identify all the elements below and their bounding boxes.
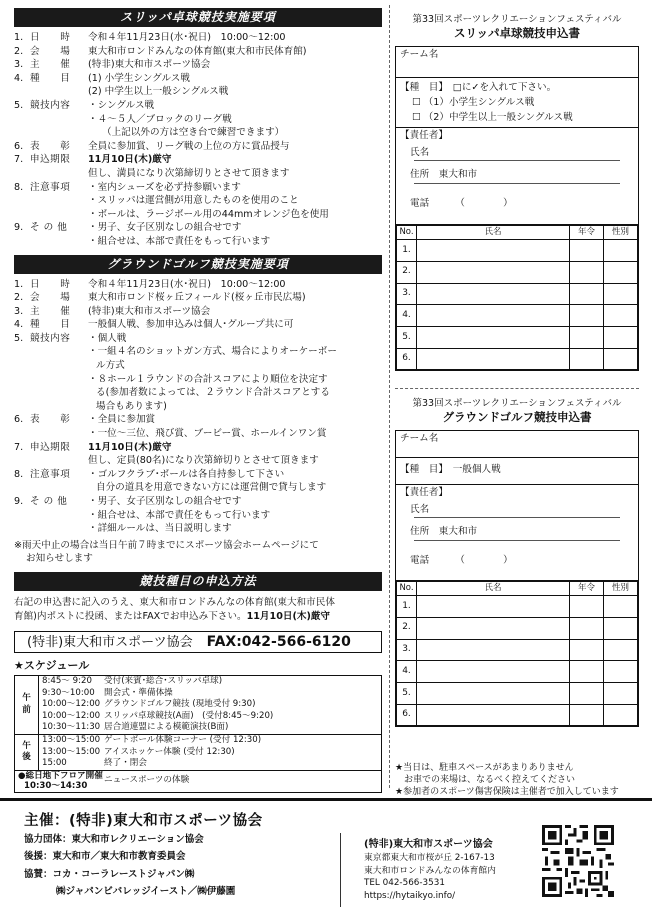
ground-content-line: ・一組４名のショットガン方式、場合によりオーケーボー	[88, 346, 337, 358]
slipper-content-2: ・４～５人／ブロックのリーグ戦	[88, 113, 232, 125]
ground-content-line: る(参加者数によっては、２ラウンド合計スコアとする	[96, 387, 330, 399]
slipper-other: 9. そ の 他 ・男子、女子区別なしの組合せです	[14, 222, 242, 234]
schedule-title: ★スケジュール	[14, 658, 90, 672]
footer-divider	[340, 833, 341, 907]
ground-item: 4. 種 目 一般個人戦、参加申込みは個人･グループ共に可	[14, 319, 294, 331]
ground-content: 5. 競技内容 ・個人戦	[14, 332, 127, 344]
ground-other-3: ・詳細ルールは、当日説明します	[88, 523, 232, 535]
horizontal-cut-line	[395, 388, 639, 389]
slipper-form	[395, 8, 639, 371]
slipper-item: 3. 主 催 (特非)東大和市スポーツ協会	[14, 59, 211, 71]
qr-code-icon[interactable]	[542, 825, 614, 897]
slipper-other-2: ・組合せは、本部で責任をもって行います	[88, 235, 271, 247]
slipper-event-2: (2) 中学生以上一般シングルス戦	[88, 86, 229, 98]
ground-notes: 8. 注意事項 ・ゴルフクラブ･ボールは各自持参して下さい	[14, 468, 285, 480]
form1-event-field: 【種 目】 □に✓を入れて下さい。 ☐ （1）小学生シングルス戦 ☐ （2）中学生以上一般シングルス戦	[396, 78, 638, 128]
slipper-notes: 8. 注意事項 ・室内シューズを必ず持参願います	[14, 181, 241, 193]
slipper-item: 4. 種 目 (1) 小学生シングルス戦	[14, 72, 190, 84]
form2-subtitle: グラウンドゴルフ競技申込書	[442, 410, 592, 425]
footer	[0, 798, 652, 923]
footer-host: 主催：(特非)東大和市スポーツ協会	[24, 813, 263, 829]
slipper-item: 2. 会 場 東大和市ロンドみんなの体育館(東大和市民体育館)	[14, 45, 307, 57]
slipper-item: 1. 日 時 令和４年11月23日(水･祝日) 10:00～12:00	[14, 32, 286, 43]
footer-contact: (特非)東大和市スポーツ協会 東京都東大和市桜が丘 2-167-13 東大和市ロンドみんなの体育館内 TEL 042-566-3531 https://hytaikyo.info/	[364, 839, 496, 902]
slipper-content-3: （上記以外の方は空き台で練習できます）	[102, 127, 285, 139]
fax-org: (特非)東大和市スポーツ協会	[27, 634, 193, 650]
form2-event-field: 【種 目】 一般個人戦	[396, 458, 638, 485]
fax-number: FAX:042-566-6120	[206, 633, 351, 650]
ground-content-line: ・８ホール１ラウンドの合計スコアにより順位を決定す	[88, 373, 328, 385]
left-column	[14, 8, 382, 793]
footer-sponsors: 主催：(特非)東大和市スポーツ協会 協力団体：東大和市レクリエーション協会 後援：東大和市／東大和市教育委員会 協賛：コカ・コーラレーストジャパン㈱ ㈱ジャパンビバレッジイースト／㈱伊藤園	[24, 813, 263, 897]
ground-award-2: ・一位～三位、飛び賞、ブービー賞、ホールインワン賞	[88, 428, 327, 440]
slipper-award: 6. 表 彰 全員に参加賞、リーグ戦の上位の方に賞品授与	[14, 140, 290, 152]
slipper-items	[14, 31, 382, 249]
rain-note-2: お知らせします	[26, 553, 93, 565]
ground-other-2: ・組合せは、本部で責任をもって行います	[88, 509, 271, 521]
form1-option-2[interactable]: ☐ （2）中学生以上一般シングルス戦	[412, 112, 573, 124]
floor-event: ニュースポーツの体験	[104, 775, 190, 786]
slipper-content: 5. 競技内容 ・シングルス戦	[14, 99, 155, 111]
floor-label: ●総日地下フロア開催	[18, 770, 103, 781]
ground-form	[395, 392, 639, 727]
slipper-deadline-note: 但し、満員になり次第締切りとさせて頂きます	[88, 167, 290, 179]
parking-notes: ★当日は、駐車スペースがあまりありません お車での来場は、なるべく控えてください ★参加者のスポーツ傷害保険は主催者で加入しています	[395, 763, 619, 797]
ground-note-2: 自分の道具を用意できない方には運営側で貸与します	[96, 482, 327, 494]
ground-award: 6. 表 彰 ・全員に参加賞	[14, 414, 156, 426]
form1-title: 第33回スポーツレクリエーションフェスティバル	[412, 14, 622, 25]
form1-team-field[interactable]: チーム名	[396, 47, 638, 78]
slipper-deadline: 7. 申込期限 11月10日(木)厳守	[14, 154, 172, 166]
form2-participants-table[interactable]: No. 氏名 年令 性別 1. 2. 3. 4. 5. 6.	[396, 581, 638, 726]
form1-participants-table[interactable]: No. 氏名 年令 性別 1. 2. 3. 4. 5. 6.	[396, 225, 638, 370]
ground-content-line: 場合もあります)	[96, 400, 167, 412]
rain-note: ※雨天中止の場合は当日午前７時までにスポーツ協会ホームページにて	[14, 539, 319, 551]
form1-responsible-field[interactable]: 【責任者】 氏名 住所 東大和市 電話 （ ）	[396, 128, 638, 225]
form1-subtitle: スリッパ卓球競技申込書	[453, 26, 581, 41]
footer-url[interactable]: https://hytaikyo.info/	[364, 891, 456, 902]
ground-content-line: ル方式	[96, 360, 125, 372]
ground-item: 2. 会 場 東大和市ロンド桜ヶ丘フィールド(桜ヶ丘市民広場)	[14, 292, 306, 304]
ground-header: グラウンドゴルフ競技実施要項	[14, 255, 382, 274]
fax-box	[14, 631, 382, 653]
ground-other: 9. そ の 他 ・男子、女子区別なしの組合せです	[14, 496, 242, 507]
slipper-header: スリッパ卓球競技実施要項	[14, 8, 382, 27]
slipper-note-3: ・ボールは、ラージボール用の44mmオレンジ色を使用	[88, 208, 329, 220]
ground-deadline-note: 但し、定員(80名)になり次第締切りとさせて頂きます	[88, 455, 319, 467]
form1-option-1[interactable]: ☐ （1）小学生シングルス戦	[412, 97, 535, 109]
form2-title: 第33回スポーツレクリエーションフェスティバル	[412, 398, 622, 409]
schedule-table: 午前 8:45～ 9:20 受付(来賓･総合･スリッパ卓球) 9:30～10:00 開会式・準備体操 10:00～12:00 グラウンドゴルフ競技 (現地受付 9:30) 10:00～12:00 スリッパ卓球競技(A面) (受付8:45～9:20) 10:30～11:30 居合道連盟による模範演技(B面) 午後 13:00～15:00 ゲートボール体験コーナー (受付 12:30) 13:00～15:00 アイスホッケー体験 (受付 12:30) 15:00 終了・閉会 ●総日地下フロア開催 10:30～14:30 ニュースポーツの体験	[14, 675, 382, 793]
ground-item: 1. 日 時 令和４年11月23日(水･祝日) 10:00～12:00	[14, 278, 286, 290]
pm-label: 午後	[15, 734, 39, 770]
ground-item: 3. 主 催 (特非)東大和市スポーツ協会	[14, 305, 211, 317]
ground-deadline: 7. 申込期限 11月10日(木)厳守	[14, 441, 172, 453]
vertical-cut-line	[389, 5, 390, 788]
apply-header: 競技種目の申込方法	[14, 572, 382, 591]
form2-team-field[interactable]: チーム名	[396, 431, 638, 458]
form2-responsible-field[interactable]: 【責任者】 氏名 住所 東大和市 電話 （ ）	[396, 485, 638, 581]
apply-text: 右記の申込書に記入のうえ、東大和市ロンドみんなの体育館(東大和市民体 育館)内ポストに投函、またはFAXでお申込み下さい。11月10日(木)厳守	[14, 596, 335, 623]
am-label: 午前	[15, 675, 39, 734]
ground-items	[14, 278, 382, 566]
slipper-note-2: ・スリッパは運営側が用意したものを使用のこと	[88, 195, 299, 207]
floor-time: 10:30～14:30	[24, 781, 88, 792]
